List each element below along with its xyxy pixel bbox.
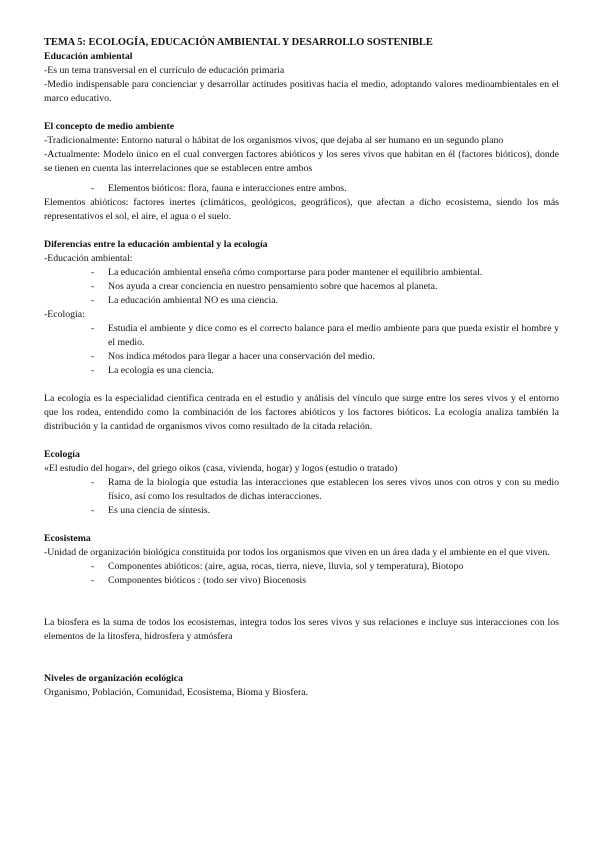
paragraph: «El estudio del hogar», del griego oikos (casa, vivienda, hogar) y logos (estudio o tratado) bbox=[44, 463, 398, 474]
bullet-text: Nos indica métodos para llegar a hacer una conservación del medio. bbox=[108, 351, 375, 362]
bullet-item bbox=[44, 182, 559, 196]
document-page bbox=[44, 36, 559, 700]
section-heading-ecologia: Ecología bbox=[44, 449, 80, 460]
bullet-dash: - bbox=[91, 365, 95, 376]
bullet-dash: - bbox=[91, 267, 95, 278]
bullet-text: Componentes abióticos: (aire, agua, rocas, tierra, nieve, lluvia, sol y temperatura), Biotopo bbox=[108, 561, 464, 572]
bullet-item bbox=[44, 294, 559, 308]
bullet-item bbox=[44, 350, 559, 364]
bullet-text: La ecología es una ciencia. bbox=[108, 365, 214, 376]
bullet-text: Rama de la biología que estudia las interacciones que establecen los seres vivos unos con otros y con su medio físico, así como los resultados de dichas interacciones. bbox=[108, 477, 559, 502]
bullet-item bbox=[44, 476, 559, 504]
paragraph: -Unidad de organización biológica constituida por todos los organismos que viven en un área dada y el ambiente en el que viven. bbox=[44, 547, 550, 558]
section-heading-ecosistema: Ecosistema bbox=[44, 533, 91, 544]
bullet-dash: - bbox=[91, 183, 95, 194]
paragraph: -Medio indispensable para concienciar y desarrollar actitudes positivas hacia el medio, adoptando valores medioambientales en el marco educativo. bbox=[44, 79, 559, 104]
bullet-item bbox=[44, 504, 559, 518]
bullet-text: La educación ambiental NO es una ciencia. bbox=[108, 295, 279, 306]
section-heading-concepto-medio-ambiente: El concepto de medio ambiente bbox=[44, 121, 175, 132]
paragraph: -Actualmente: Modelo único en el cual convergen factores abióticos y los seres vivos que habitan en él (factores bióticos), donde se tienen en cuenta las interrelaciones que se establecen entre ambos bbox=[44, 149, 559, 174]
bullet-item bbox=[44, 364, 559, 378]
bullet-text: La educación ambiental enseña cómo comportarse para poder mantener el equilibrio ambiental. bbox=[108, 267, 483, 278]
paragraph-biosfera: La biosfera es la suma de todos los ecosistemas, integra todos los seres vivos y sus relaciones e incluye sus interacciones con los elementos de la litosfera, hidrosfera y atmósfera bbox=[44, 617, 559, 642]
bullet-dash: - bbox=[91, 351, 95, 362]
bullet-dash: - bbox=[91, 477, 95, 488]
bullet-dash: - bbox=[91, 575, 95, 586]
bullet-text: Es una ciencia de síntesis. bbox=[108, 505, 211, 516]
subheading: -Educación ambiental: bbox=[44, 253, 133, 264]
bullet-text: Estudia el ambiente y dice como es el correcto balance para el medio ambiente para que pueda existir el hombre y el medio. bbox=[108, 323, 559, 348]
bullet-dash: - bbox=[91, 561, 95, 572]
document-title: TEMA 5: ECOLOGÍA, EDUCACIÓN AMBIENTAL Y DESARROLLO SOSTENIBLE bbox=[44, 37, 433, 48]
bullet-item bbox=[44, 560, 559, 574]
bullet-dash: - bbox=[91, 295, 95, 306]
bullet-item bbox=[44, 574, 559, 588]
section-heading-educacion-ambiental: Educación ambiental bbox=[44, 51, 133, 62]
bullet-dash: - bbox=[91, 505, 95, 516]
paragraph: Organismo, Población, Comunidad, Ecosistema, Bioma y Biosfera. bbox=[44, 687, 309, 698]
paragraph: La ecología es la especialidad científica centrada en el estudio y análisis del vínculo que surge entre los seres vivos y el entorno que los rodea, entendido como la combinación de los factores abióticos y los factores bióticos. La ecología analiza también la distribución y la cantidad de organismos vivos como resultado de la citada relación. bbox=[44, 393, 559, 432]
paragraph: -Es un tema transversal en el currículo de educación primaria bbox=[44, 65, 285, 76]
section-heading-niveles: Niveles de organización ecológica bbox=[44, 673, 184, 684]
bullet-text: Componentes bióticos : (todo ser vivo) Biocenosis bbox=[108, 575, 307, 586]
bullet-dash: - bbox=[91, 281, 95, 292]
bullet-item bbox=[44, 266, 559, 280]
bullet-text: Elementos bióticos: flora, fauna e interacciones entre ambos. bbox=[108, 183, 347, 194]
bullet-text: Nos ayuda a crear conciencia en nuestro pensamiento sobre que hacemos al planeta. bbox=[108, 281, 438, 292]
paragraph: Elementos abióticos: factores inertes (climáticos, geológicos, geográficos), que afectan a dicho ecosistema, siendo los más representativos el sol, el aire, el agua o el suelo. bbox=[44, 197, 559, 222]
subheading: -Ecología: bbox=[44, 309, 85, 320]
bullet-item bbox=[44, 280, 559, 294]
paragraph: -Tradicionalmente: Entorno natural o hábitat de los organismos vivos, que dejaba al ser humano en un segundo plano bbox=[44, 135, 504, 146]
bullet-dash: - bbox=[91, 323, 95, 334]
bullet-item bbox=[44, 322, 559, 350]
section-heading-diferencias: Diferencias entre la educación ambiental y la ecología bbox=[44, 239, 268, 250]
